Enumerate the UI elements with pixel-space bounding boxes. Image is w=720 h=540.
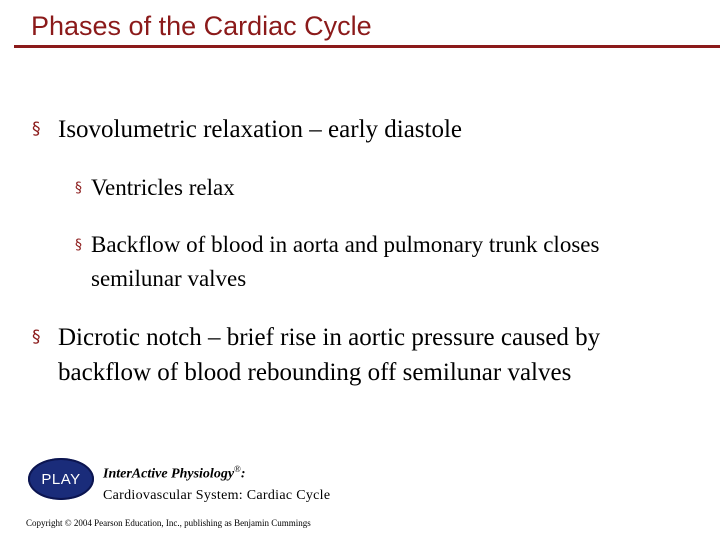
play-button[interactable]	[28, 458, 94, 500]
bullet-level2-ventricles	[75, 171, 675, 205]
bullet-level1-isovolumetric	[32, 112, 692, 147]
bullet-marker: §	[75, 237, 82, 253]
copyright-notice: Copyright © 2004 Pearson Education, Inc., publishing as Benjamin Cummings	[26, 518, 311, 528]
iap-name: InterActive Physiology	[103, 466, 235, 482]
title-underline	[14, 45, 720, 48]
iap-subtitle: Cardiovascular System: Cardiac Cycle	[103, 487, 331, 503]
bullet-text: Dicrotic notch – brief rise in aortic pressure caused by backflow of blood rebounding off semilunar valves	[58, 324, 601, 386]
play-button-label: PLAY	[41, 470, 81, 488]
bullet-text: Ventricles relax	[91, 175, 235, 200]
bullet-level2-backflow	[75, 228, 675, 296]
registered-mark: ®	[234, 464, 241, 474]
bullet-level1-dicrotic-notch	[32, 320, 697, 390]
slide-title: Phases of the Cardiac Cycle	[31, 11, 372, 41]
bullet-marker: §	[32, 327, 41, 347]
interactive-physiology-caption	[103, 459, 330, 506]
bullet-text: Isovolumetric relaxation – early diastole	[58, 116, 463, 143]
iap-colon: :	[240, 466, 246, 482]
bullet-marker: §	[75, 180, 82, 196]
bullet-marker: §	[32, 119, 41, 139]
bullet-text: Backflow of blood in aorta and pulmonary trunk closes semilunar valves	[91, 232, 600, 291]
